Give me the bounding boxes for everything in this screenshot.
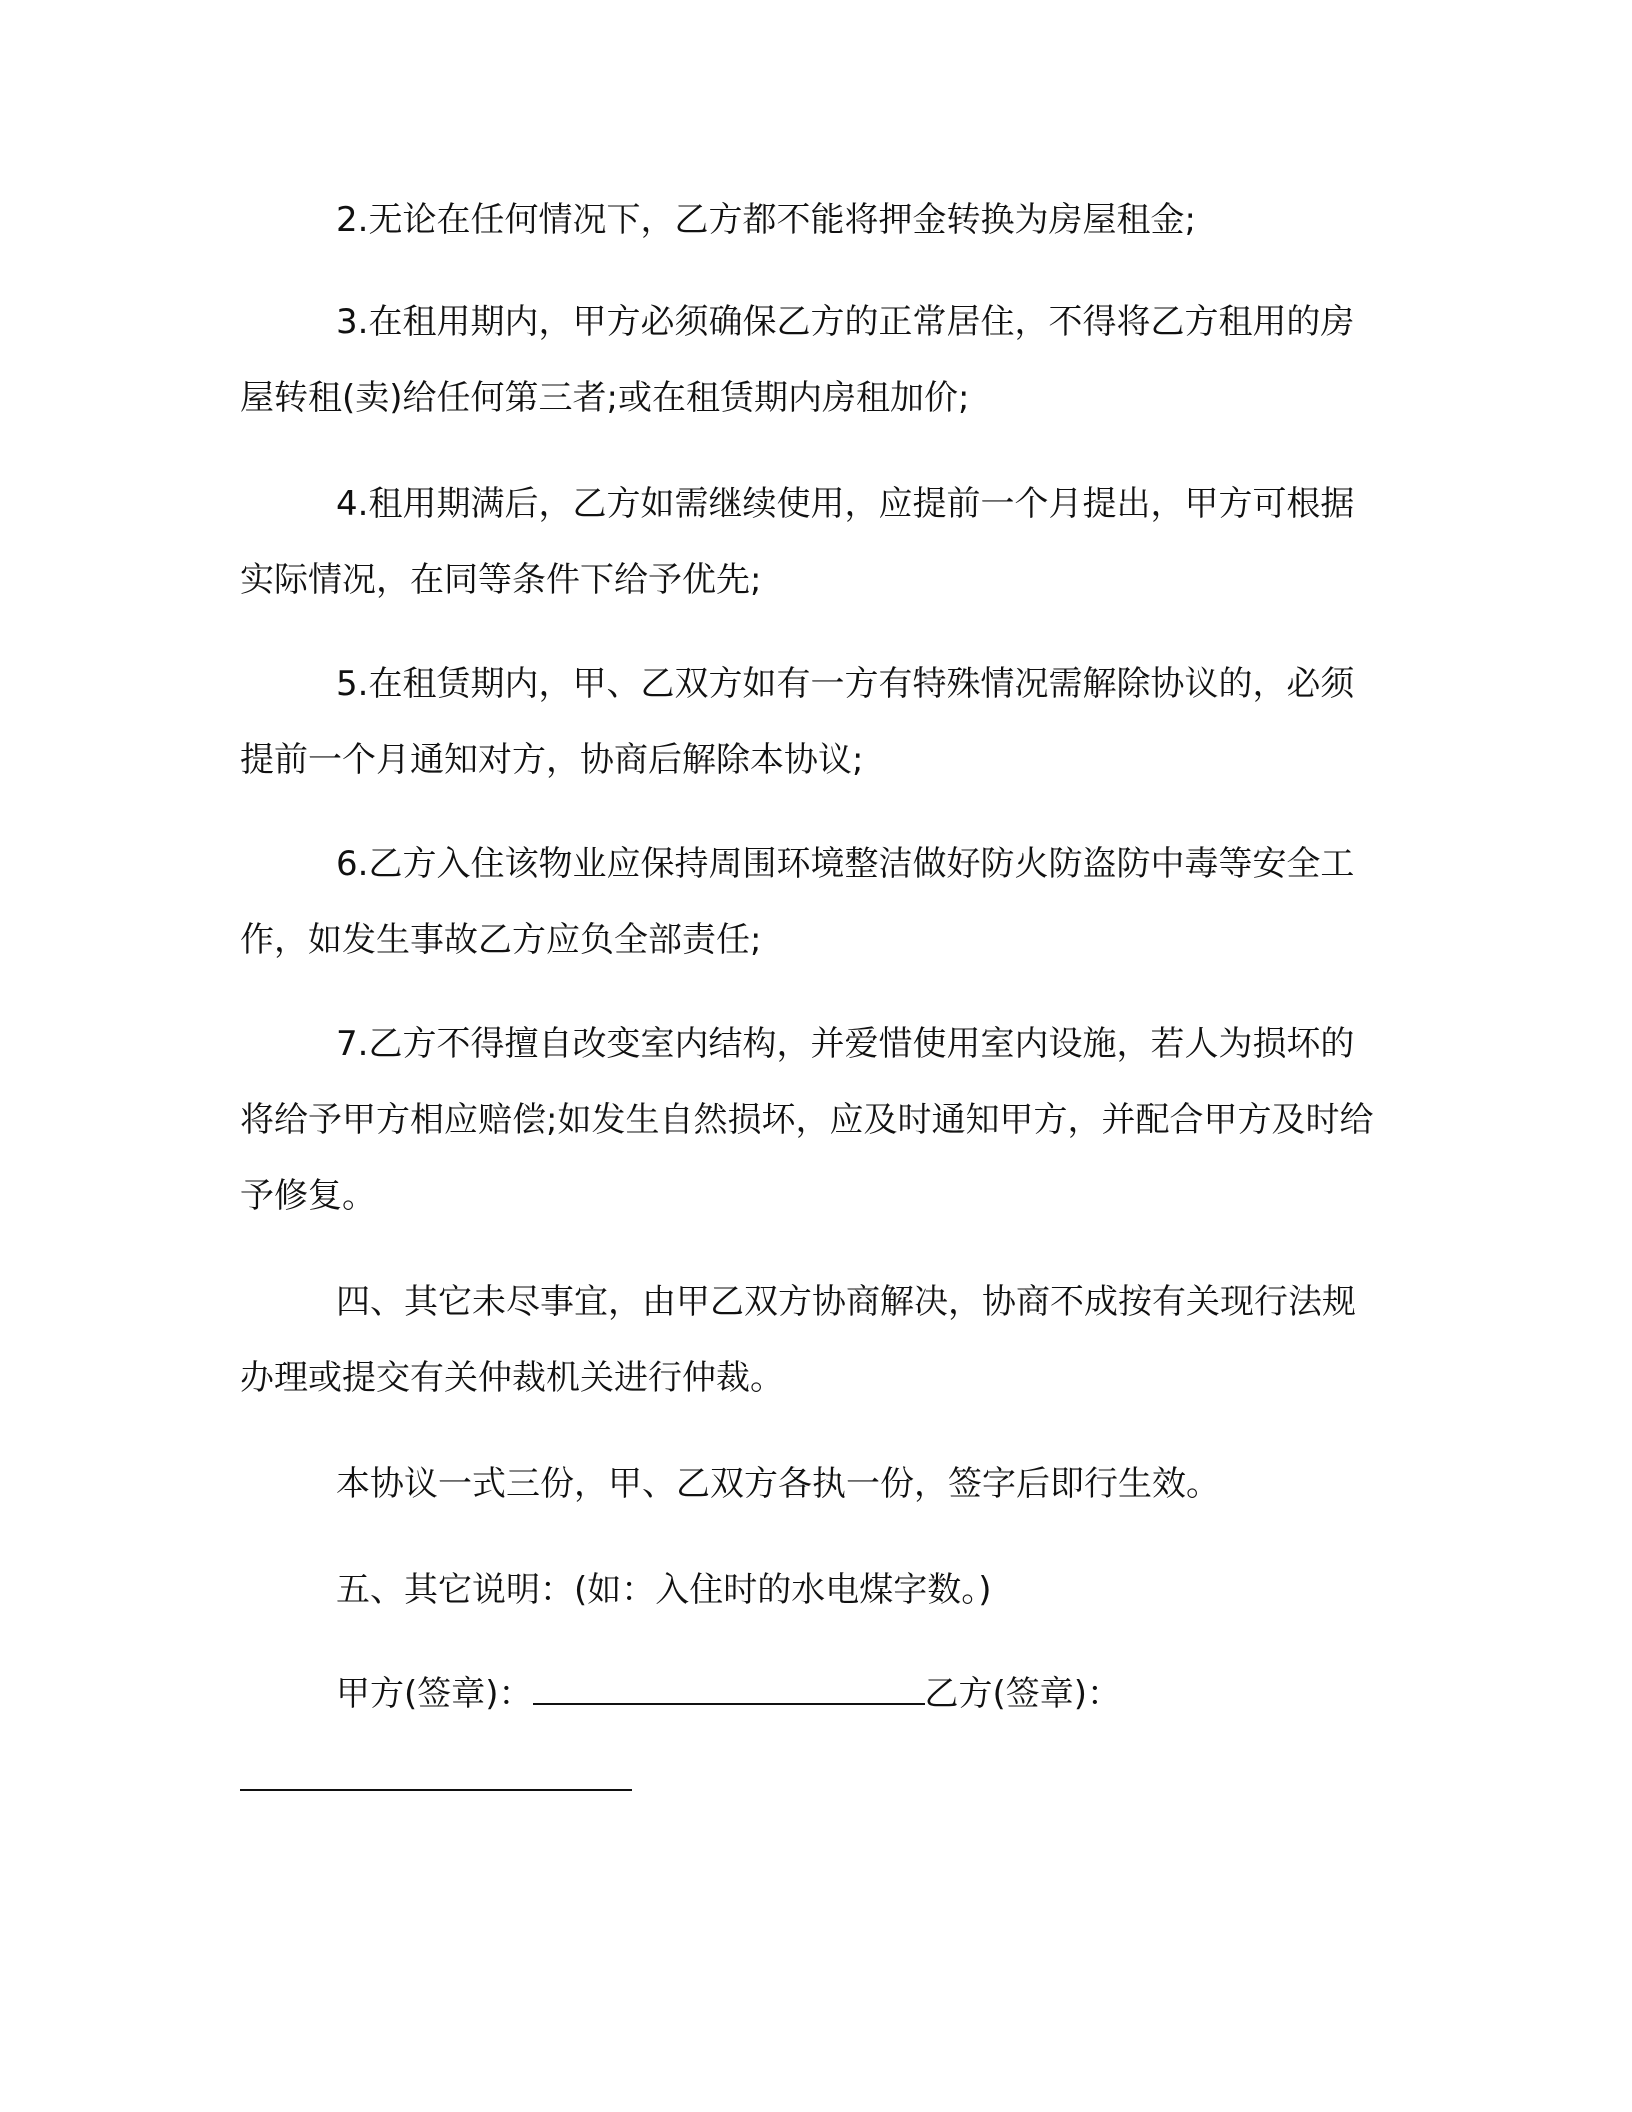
clause-6: 6.乙方入住该物业应保持周围环境整洁做好防火防盗防中毒等安全工作，如发生事故乙方应负全部责任; [240,844,1355,960]
party-b-signature-label: 乙方(签章)： [924,1674,1122,1714]
party-b-signature-blank[interactable] [240,1759,632,1791]
party-b-signature-row [240,1742,632,1818]
clause-7: 7.乙方不得擅自改变室内结构，并爱惜使用室内设施，若人为损坏的将给予甲方相应赔偿;如发生自然损坏，应及时通知甲方，并配合甲方及时给予修复。 [240,1024,1374,1216]
clause-4: 4.租用期满后，乙方如需继续使用，应提前一个月提出，甲方可根据实际情况，在同等条件下给予优先; [240,484,1355,600]
copies-note: 本协议一式三份，甲、乙双方各执一份，签字后即行生效。 [336,1464,1220,1504]
party-a-signature-label: 甲方(签章)： [336,1674,533,1714]
section-five: 五、其它说明：(如：入住时的水电煤字数。) [336,1570,992,1610]
section-four: 四、其它未尽事宜，由甲乙双方协商解决，协商不成按有关现行法规办理或提交有关仲裁机关进行仲裁。 [240,1282,1356,1398]
clause-2: 2.无论在任何情况下，乙方都不能将押金转换为房屋租金; [336,200,1196,240]
party-a-signature-blank[interactable] [533,1673,925,1705]
signature-row [336,1656,1121,1732]
clause-5: 5.在租赁期内，甲、乙双方如有一方有特殊情况需解除协议的，必须提前一个月通知对方，协商后解除本协议; [240,664,1355,780]
clause-3: 3.在租用期内，甲方必须确保乙方的正常居住，不得将乙方租用的房屋转租(卖)给任何第三者;或在租赁期内房租加价; [240,302,1355,418]
